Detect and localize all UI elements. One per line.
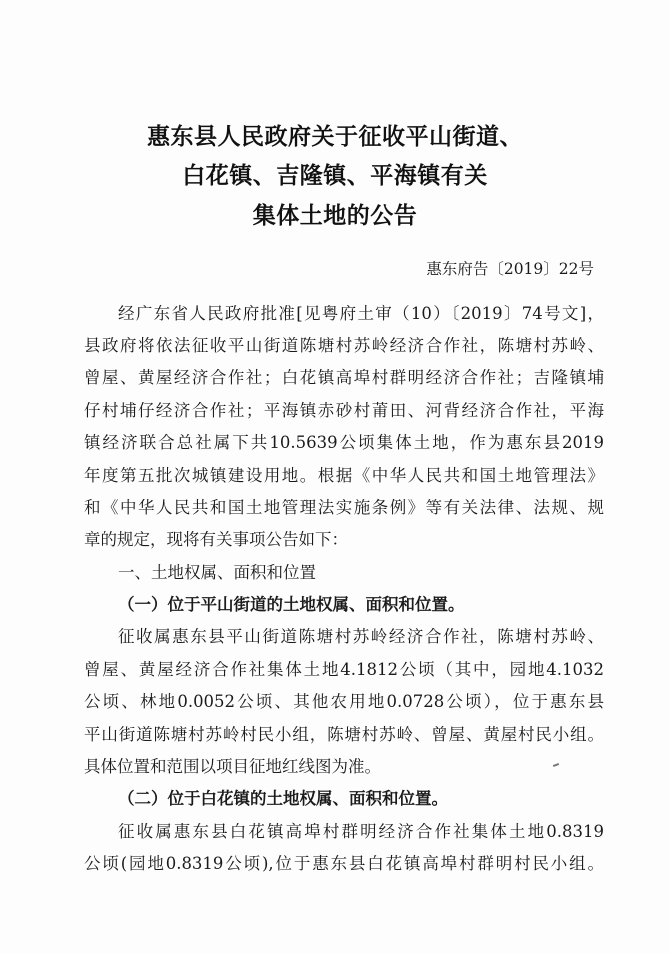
subsection-heading: （二）位于白花镇的土地权属、面积和位置。 <box>118 789 448 808</box>
title-line-3: 集体土地的公告 <box>252 202 418 229</box>
intro-line: 曾屋、黄屋经济合作社；白花镇高埠村群明经济合作社；吉隆镇埔 <box>84 368 604 387</box>
body-line: 征收属惠东县平山街道陈塘村苏岭经济合作社，陈塘村苏岭、 <box>118 627 604 646</box>
title-line-1: 惠东县人民政府关于征收平山街道、 <box>147 123 523 150</box>
intro-line: 仔村埔仔经济合作社；平海镇赤砂村莆田、河背经济合作社，平海 <box>84 401 604 420</box>
intro-line: 和《中华人民共和国土地管理法实施条例》等有关法律、法规、规 <box>84 498 604 517</box>
intro-line: 镇经济联合总社属下共10.5639公顷集体土地，作为惠东县2019 <box>84 433 604 452</box>
body-line: 曾屋、黄屋经济合作社集体土地4.1812公顷（其中，园地4.1032 <box>84 660 604 679</box>
intro-line: 经广东省人民政府批准[见粤府土审（10）〔2019〕74号文]， <box>118 304 604 323</box>
subsection-heading: （一）位于平山街道的土地权属、面积和位置。 <box>118 595 465 614</box>
intro-line: 章的规定，现将有关事项公告如下： <box>84 530 348 549</box>
section-heading: 一、土地权属、面积和位置 <box>118 563 316 582</box>
document-number: 惠东府告〔2019〕22号 <box>426 260 594 278</box>
body-line: 公顷、林地0.0052公顷、其他农用地0.0728公顷），位于惠东县 <box>84 692 604 711</box>
body-line: 公顷(园地0.8319公顷),位于惠东县白花镇高埠村群明村民小组。 <box>84 854 604 873</box>
intro-line: 县政府将依法征收平山街道陈塘村苏岭经济合作社，陈塘村苏岭、 <box>84 336 604 355</box>
body-line: 平山街道陈塘村苏岭村民小组，陈塘村苏岭、曾屋、黄屋村民小组。 <box>84 725 604 744</box>
intro-line: 年度第五批次城镇建设用地。根据《中华人民共和国土地管理法》 <box>84 466 604 485</box>
body-line: 征收属惠东县白花镇高埠村群明经济合作社集体土地0.8319 <box>118 822 604 841</box>
body-line: 具体位置和范围以项目征地红线图为准。 <box>84 757 381 776</box>
scan-speck <box>553 763 559 767</box>
title-line-2: 白花镇、吉隆镇、平海镇有关 <box>182 162 488 189</box>
